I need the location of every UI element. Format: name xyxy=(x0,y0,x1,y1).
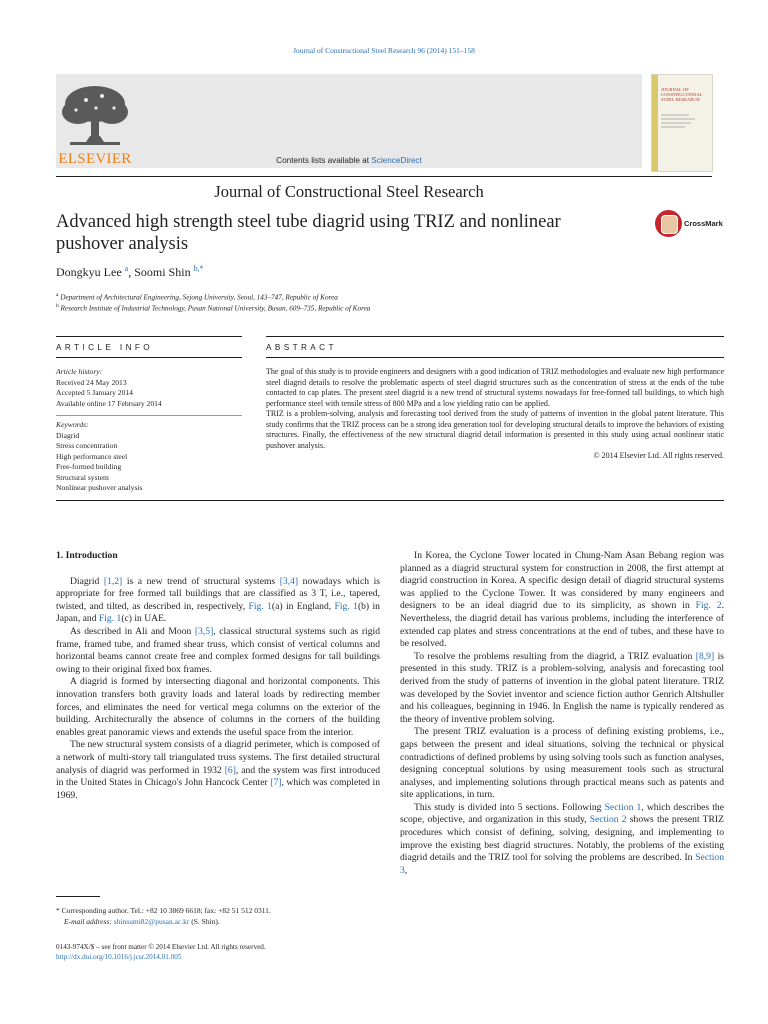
body-column-left xyxy=(56,550,380,802)
abstract-heading: ABSTRACT xyxy=(266,343,337,352)
contents-prefix: Contents lists available at xyxy=(276,156,372,165)
reference-link[interactable]: Fig. 2 xyxy=(695,600,722,612)
header-rule xyxy=(56,176,712,177)
doi-link[interactable]: http://dx.doi.org/10.1016/j.jcsr.2014.01.005 xyxy=(56,953,182,962)
history-item: Received 24 May 2013 xyxy=(56,377,127,387)
footnote-rule xyxy=(56,896,100,897)
body-text: To resolve the problems resulting from the diagrid, a TRIZ evaluation xyxy=(414,650,696,662)
body-text: , which was completed in 1969. xyxy=(56,777,380,801)
affiliation-mark: a xyxy=(56,292,59,298)
body-paragraph xyxy=(56,676,380,739)
info-divider xyxy=(56,415,242,416)
body-text: nowadays which is appropriate for free formed tall buildings that are classified as 3 T, i.e., tapered, twisted, and tilted, as described in, respectively, xyxy=(56,575,380,612)
footnote-corresponding: Corresponding author. Tel.: +82 10 3869 6618; fax: +82 51 512 0311. xyxy=(61,906,271,915)
copyright-line: © 2014 Elsevier Ltd. All rights reserved. xyxy=(593,451,724,460)
keyword: Free-formed building xyxy=(56,462,122,471)
affiliation-text: Department of Architectural Engineering, Sejong University, Seoul, 143–747, Republic of Korea xyxy=(60,293,338,302)
crossmark-icon xyxy=(655,210,682,237)
body-paragraph xyxy=(400,726,724,802)
body-paragraph xyxy=(56,576,380,626)
body-paragraph xyxy=(400,550,724,651)
body-text: (a) in England, xyxy=(271,600,335,612)
author-list xyxy=(56,264,204,280)
keywords-label: Keywords: xyxy=(56,420,89,429)
author-separator: , xyxy=(128,265,135,279)
body-text: , xyxy=(404,864,408,876)
section-heading: 1. Introduction xyxy=(56,550,118,561)
body-text: , classical structural systems such as rigid frame, framed tube, and framed shear truss, which consist of vertical columns and horizontal beams cannot create free and complex formed designs for tall buildings owing to their original fixed box frames. xyxy=(56,625,380,675)
body-text: , which describes the scope, objective, and organization in this study, xyxy=(400,801,724,826)
abstract-top-rule xyxy=(266,336,724,337)
journal-cover-thumbnail[interactable] xyxy=(651,74,713,172)
body-paragraph xyxy=(56,626,380,676)
affiliation-a xyxy=(56,292,338,301)
left-paragraphs xyxy=(56,576,380,803)
author-affiliation-mark[interactable]: b,* xyxy=(193,264,204,273)
abstract-bottom-rule xyxy=(56,500,724,501)
crossmark-button[interactable] xyxy=(655,210,725,240)
crossmark-icon-inner xyxy=(661,215,678,234)
abstract-heading-rule xyxy=(266,357,724,358)
body-text: shows the present TRIZ procedures which consist of defining, solving, designing, and implementing to improve the existing best diagrid structures. Notably, the problems of the existing diagrid details and the TRIZ tool for solving the problems are described. In xyxy=(400,814,724,864)
reference-link[interactable]: [6] xyxy=(224,764,236,776)
cover-text-lines xyxy=(661,113,701,133)
corresponding-author-footnote xyxy=(56,906,380,927)
reference-link[interactable]: Section 1 xyxy=(604,801,642,813)
keyword: High performance steel xyxy=(56,451,128,461)
front-matter-meta xyxy=(56,942,380,962)
body-text: This study is divided into 5 sections. Following xyxy=(414,801,605,813)
history-item: Available online 17 February 2014 xyxy=(56,398,162,408)
author-name[interactable]: Soomi Shin xyxy=(134,265,191,279)
reference-link[interactable]: Section 3 xyxy=(400,852,724,876)
body-text: (b) in Japan, and xyxy=(56,600,380,625)
body-text: The present TRIZ evaluation is a process of defining existing problems, i.e., gaps between the present and ideal situations, solving the technical or physical contradictions of defined problems by using solving tools such as function analyses, designing conceptual solutions by using measurement tools such as structural analyses, and implementing solutions through practical means such as patents and site applications, in turn. xyxy=(400,726,724,801)
article-info-heading-rule xyxy=(56,357,242,358)
reference-link[interactable]: Fig. 1 xyxy=(334,600,358,612)
reference-link[interactable]: [1,2] xyxy=(103,575,123,587)
history-label: Article history: xyxy=(56,367,103,376)
body-text: , and the system was first introduced in the United States in Chicago's John Hancock Center xyxy=(56,764,380,789)
abstract-paragraph: The goal of this study is to provide engineers and designers with a good indication of TRIZ methodologies and evaluate new high performance steel diagrid details to resolve the problematic aspects of steel diagrid structures such as the concentration of stress at the ends of the tube contacted to cap plates. The present steel diagrid is a new trend of structural systems nowadays for free-formed tall buildings, to which high performance steel with tensile stress of 800 MPa and a low yielding ratio can be applied. xyxy=(266,367,724,408)
article-info-top-rule xyxy=(56,336,242,337)
email-label: E-mail address: xyxy=(64,916,112,926)
contents-line xyxy=(56,156,642,165)
sciencedirect-link[interactable]: ScienceDirect xyxy=(371,156,422,165)
body-paragraph xyxy=(400,802,724,878)
keyword: Stress concentration xyxy=(56,441,118,450)
email-link[interactable]: shinsumi82@pusan.ac.kr xyxy=(113,916,190,926)
affiliation-b xyxy=(56,303,370,312)
keyword: Diagrid xyxy=(56,430,80,440)
journal-masthead xyxy=(56,74,642,201)
keyword: Nonlinear pushover analysis xyxy=(56,483,143,492)
history-item: Accepted 5 January 2014 xyxy=(56,388,133,397)
elsevier-wordmark: ELSEVIER xyxy=(58,151,132,167)
body-text: is a new trend of structural systems xyxy=(122,575,280,587)
cover-stripe xyxy=(652,75,658,171)
body-text: . Nevertheless, the diagrid detail has various problems, including the interference of extended cap plates and stress concentrations at the end of tubes, and these have to be resolved. xyxy=(400,600,724,650)
reference-link[interactable]: Fig. 1 xyxy=(248,600,272,612)
body-text: is presented in this study. TRIZ is a problem-solving, analysis and forecasting tool derived from the study of patterns of invention in the global patent literature. TRIZ was developed by the Soviet inventor and science fiction author Genrich Altshuller and his colleagues, beginning in 1946. In English the name is typically rendered as the theory of inventive problem solving. xyxy=(400,650,724,725)
journal-citation-link[interactable]: Journal of Constructional Steel Research 96 (2014) 151–158 xyxy=(293,46,475,55)
body-text: A diagrid is formed by intersecting diagonal and horizontal components. This innovation transfers both gravity loads and lateral loads by redirecting member forces, and eliminates the need for vertical mega columns on the exterior of the building. Architecturally the absence of columns in the corners of the building enables great panoramic views and extends the useful space from the interior. xyxy=(56,676,380,738)
issn-line: 0143-974X/$ – see front matter © 2014 Elsevier Ltd. All rights reserved. xyxy=(56,943,266,951)
abstract-body xyxy=(266,367,724,462)
author-name[interactable]: Dongkyu Lee xyxy=(56,265,122,279)
keyword: Structural system xyxy=(56,472,109,482)
right-paragraphs xyxy=(400,550,724,877)
reference-link[interactable]: Fig. 1 xyxy=(98,613,122,625)
affiliation-mark: b xyxy=(56,303,59,309)
body-text: In Korea, the Cyclone Tower located in Chung-Nam Asan Bebang region was planned as a diagrid structural system for construction in 2008, the first attempt at diagrid construction in Korea. A specific design detail of diagrid structural systems was applied to the Cyclone Tower. It was considered by many engineers and designers to be an ideal diagrid due to its simplicity, as shown in xyxy=(400,550,724,612)
paper-title: Advanced high strength steel tube diagrid using TRIZ and nonlinear pushover analysis xyxy=(56,212,561,254)
reference-link[interactable]: Section 2 xyxy=(589,814,627,826)
abstract-paragraph: TRIZ is a problem-solving, analysis and forecasting tool derived from the study of patterns of invention in the global patent literature. This study confirms that the TRIZ process can be a strong idea generation tool for developing structural details to improve the behaviors of existing structures. Finally, the effectiveness of the new structural diagrid detail information is presented in this study using actual nonlinear static pushover analysis. xyxy=(266,409,724,450)
article-info-heading: ARTICLE INFO xyxy=(56,343,154,352)
body-paragraph xyxy=(56,739,380,802)
footnote-mark: * xyxy=(56,906,60,915)
reference-link[interactable]: [7] xyxy=(270,777,282,789)
body-text: As described in Ali and Moon xyxy=(70,625,195,637)
reference-link[interactable]: [3,5] xyxy=(194,625,214,637)
reference-link[interactable]: [8,9] xyxy=(695,650,715,662)
body-paragraph xyxy=(400,651,724,727)
email-suffix: (S. Shin). xyxy=(189,916,220,926)
body-text: Diagrid xyxy=(70,575,104,587)
crossmark-label: CrossMark xyxy=(684,219,723,228)
body-text: (c) in UAE. xyxy=(121,613,167,625)
cover-title: JOURNAL OF CONSTRUCTIONAL STEEL RESEARCH xyxy=(661,87,703,102)
journal-title: Journal of Constructional Steel Research xyxy=(214,182,484,201)
reference-link[interactable]: [3,4] xyxy=(279,575,299,587)
affiliation-text: Research Institute of Industrial Technology, Pusan National University, Busan, 609–735, Republic of Korea xyxy=(60,304,371,313)
body-column-right xyxy=(400,550,724,877)
article-info-box xyxy=(56,367,242,494)
author-affiliation-mark[interactable]: a xyxy=(124,264,129,273)
body-text: The new structural system consists of a diagrid perimeter, which is composed of a network of multi-story tall triangulated truss systems. The first detailed structural analysis of diagrid was performed in 1932 xyxy=(56,739,380,776)
